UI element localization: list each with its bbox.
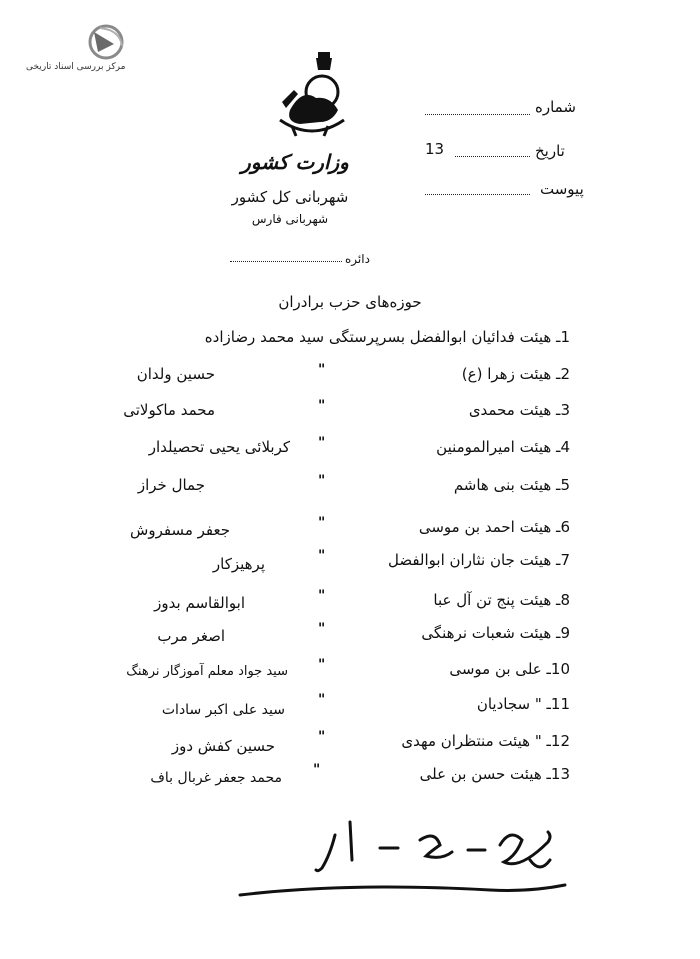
circle-label: دائره (345, 252, 370, 266)
list-item-head: اصغر مرب (157, 627, 225, 645)
list-item-name: 3ـ هیئت محمدی (468, 401, 570, 419)
ditto-mark: " (313, 762, 321, 778)
ministry-name: وزارت کشور (241, 150, 349, 174)
list-item-name: 9ـ هیئت شعبات نرهنگی (421, 624, 570, 642)
archive-logo-text: مرکز بررسی اسناد تاریخی (26, 62, 126, 72)
list-item-head: جعفر مسفروش (130, 521, 230, 539)
ditto-mark: " (318, 692, 326, 708)
list-item-head: سید علی اکبر سادات (161, 702, 285, 718)
office-name: شهربانی فارس (251, 212, 329, 226)
handwritten-signature (230, 800, 570, 914)
list-item-name: 7ـ هیئت جان نثاران ابوالفضل (387, 551, 570, 569)
list-item-head: حسین ولدان (136, 365, 215, 383)
ditto-mark: " (318, 548, 326, 564)
ditto-mark: " (318, 621, 326, 637)
ditto-mark: " (318, 362, 326, 378)
ditto-mark: " (318, 473, 326, 489)
list-item-head: ابوالقاسم بدوز (154, 594, 245, 612)
list-item-head: پرهیزکار (212, 555, 265, 573)
list-item-name: 8ـ هیئت پنج تن آل عبا (433, 591, 570, 609)
list-item-name: 5ـ هیئت بنی هاشم (453, 476, 570, 494)
attachment-label: پیوست (540, 180, 584, 198)
attachment-dotted-line (425, 194, 530, 195)
list-item-head: جمال خراز (137, 476, 205, 494)
list-item-name: 10ـ علی بن موسی (449, 660, 570, 678)
circle-dotted-line (230, 261, 342, 262)
number-dotted-line (425, 114, 530, 115)
ditto-mark: " (318, 515, 326, 531)
date-year: 13 (425, 140, 445, 158)
list-item-name: 12ـ " هیئت منتظران مهدی (401, 732, 570, 750)
ditto-mark: " (318, 657, 326, 673)
list-item-name: 11ـ " سجادیان (476, 695, 570, 713)
number-label: شماره (535, 98, 576, 116)
list-item-head: حسین کفش دوز (171, 737, 275, 755)
list-item-name: 13ـ هیئت حسن بن علی (419, 765, 570, 783)
list-item-head: محمد ماکولاتی (123, 401, 215, 419)
date-dotted-line (455, 156, 530, 157)
archive-logo (28, 22, 138, 82)
lion-sun-emblem-icon (272, 50, 352, 149)
department-name: شهربانی کل کشور (231, 188, 349, 206)
ditto-mark: " (318, 435, 326, 451)
list-item-name: 4ـ هیئت امیرالمومنین (436, 438, 570, 456)
list-item-head: سید جواد معلم آموزگار نرهنگ (126, 664, 288, 679)
list-item-name: 2ـ هیئت زهرا (ع) (461, 365, 570, 383)
list-item-1: 1ـ هیئت فدائیان ابوالفضل بسرپرستگی سید محمد رضازاده (204, 328, 570, 346)
ditto-mark: " (318, 729, 326, 745)
document-title: حوزه‌های حزب برادران (278, 293, 422, 311)
list-item-head: کربلائی یحیی تحصیلدار (148, 438, 290, 456)
list-item-head: محمد جعفر غربال باف (150, 770, 282, 786)
ditto-mark: " (318, 398, 326, 414)
archive-logo-icon (28, 22, 138, 62)
date-label: تاریخ (535, 142, 565, 160)
ditto-mark: " (318, 588, 326, 604)
list-item-name: 6ـ هیئت احمد بن موسی (418, 518, 570, 536)
